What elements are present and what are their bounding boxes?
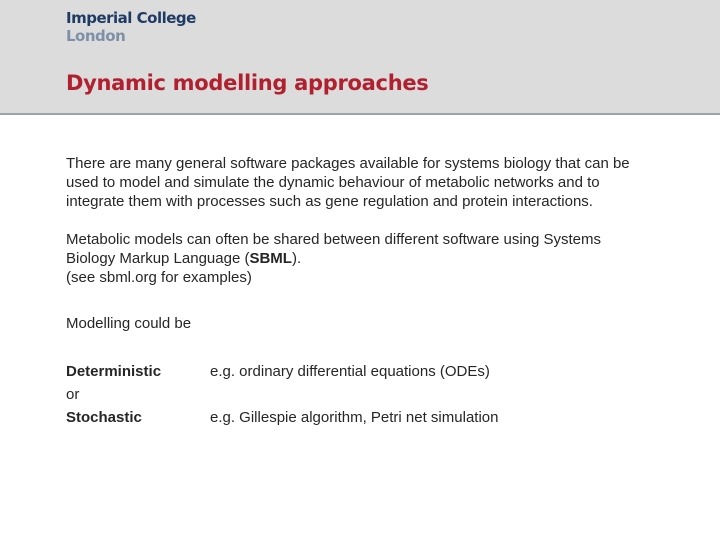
paragraph-modelling: Modelling could be [66, 315, 192, 332]
approach-row-stochastic [66, 406, 646, 429]
sbml-text-suffix: ). [291, 250, 302, 267]
slide-content [66, 154, 646, 429]
approach-connector: or [66, 386, 80, 403]
approach-term: Stochastic [66, 409, 142, 426]
paragraph-software-packages: There are many general software packages available for systems biology that can be used to model and simulate the dynamic behaviour of metabolic networks and to integrate them with processes such as gene regulation and protein interactions. [66, 155, 630, 210]
sbml-examples-note: (see sbml.org for examples) [66, 269, 252, 286]
slide-title: Dynamic modelling approaches [66, 71, 429, 95]
imperial-college-logo [66, 9, 196, 45]
approach-row-deterministic [66, 360, 646, 383]
approach-example: e.g. ordinary differential equations (ODEs) [210, 363, 490, 380]
sbml-text-prefix: Metabolic models can often be shared between different software using Systems Biology Markup Language ( [66, 231, 602, 267]
sbml-acronym: SBML [249, 250, 292, 267]
approach-example: e.g. Gillespie algorithm, Petri net simulation [210, 409, 499, 426]
header-divider [0, 113, 720, 115]
approach-term: Deterministic [66, 363, 162, 380]
approach-connector-row [66, 383, 646, 406]
paragraph-sbml [66, 230, 646, 268]
logo-line2: London [66, 27, 126, 45]
logo-line1: Imperial College [66, 9, 196, 27]
